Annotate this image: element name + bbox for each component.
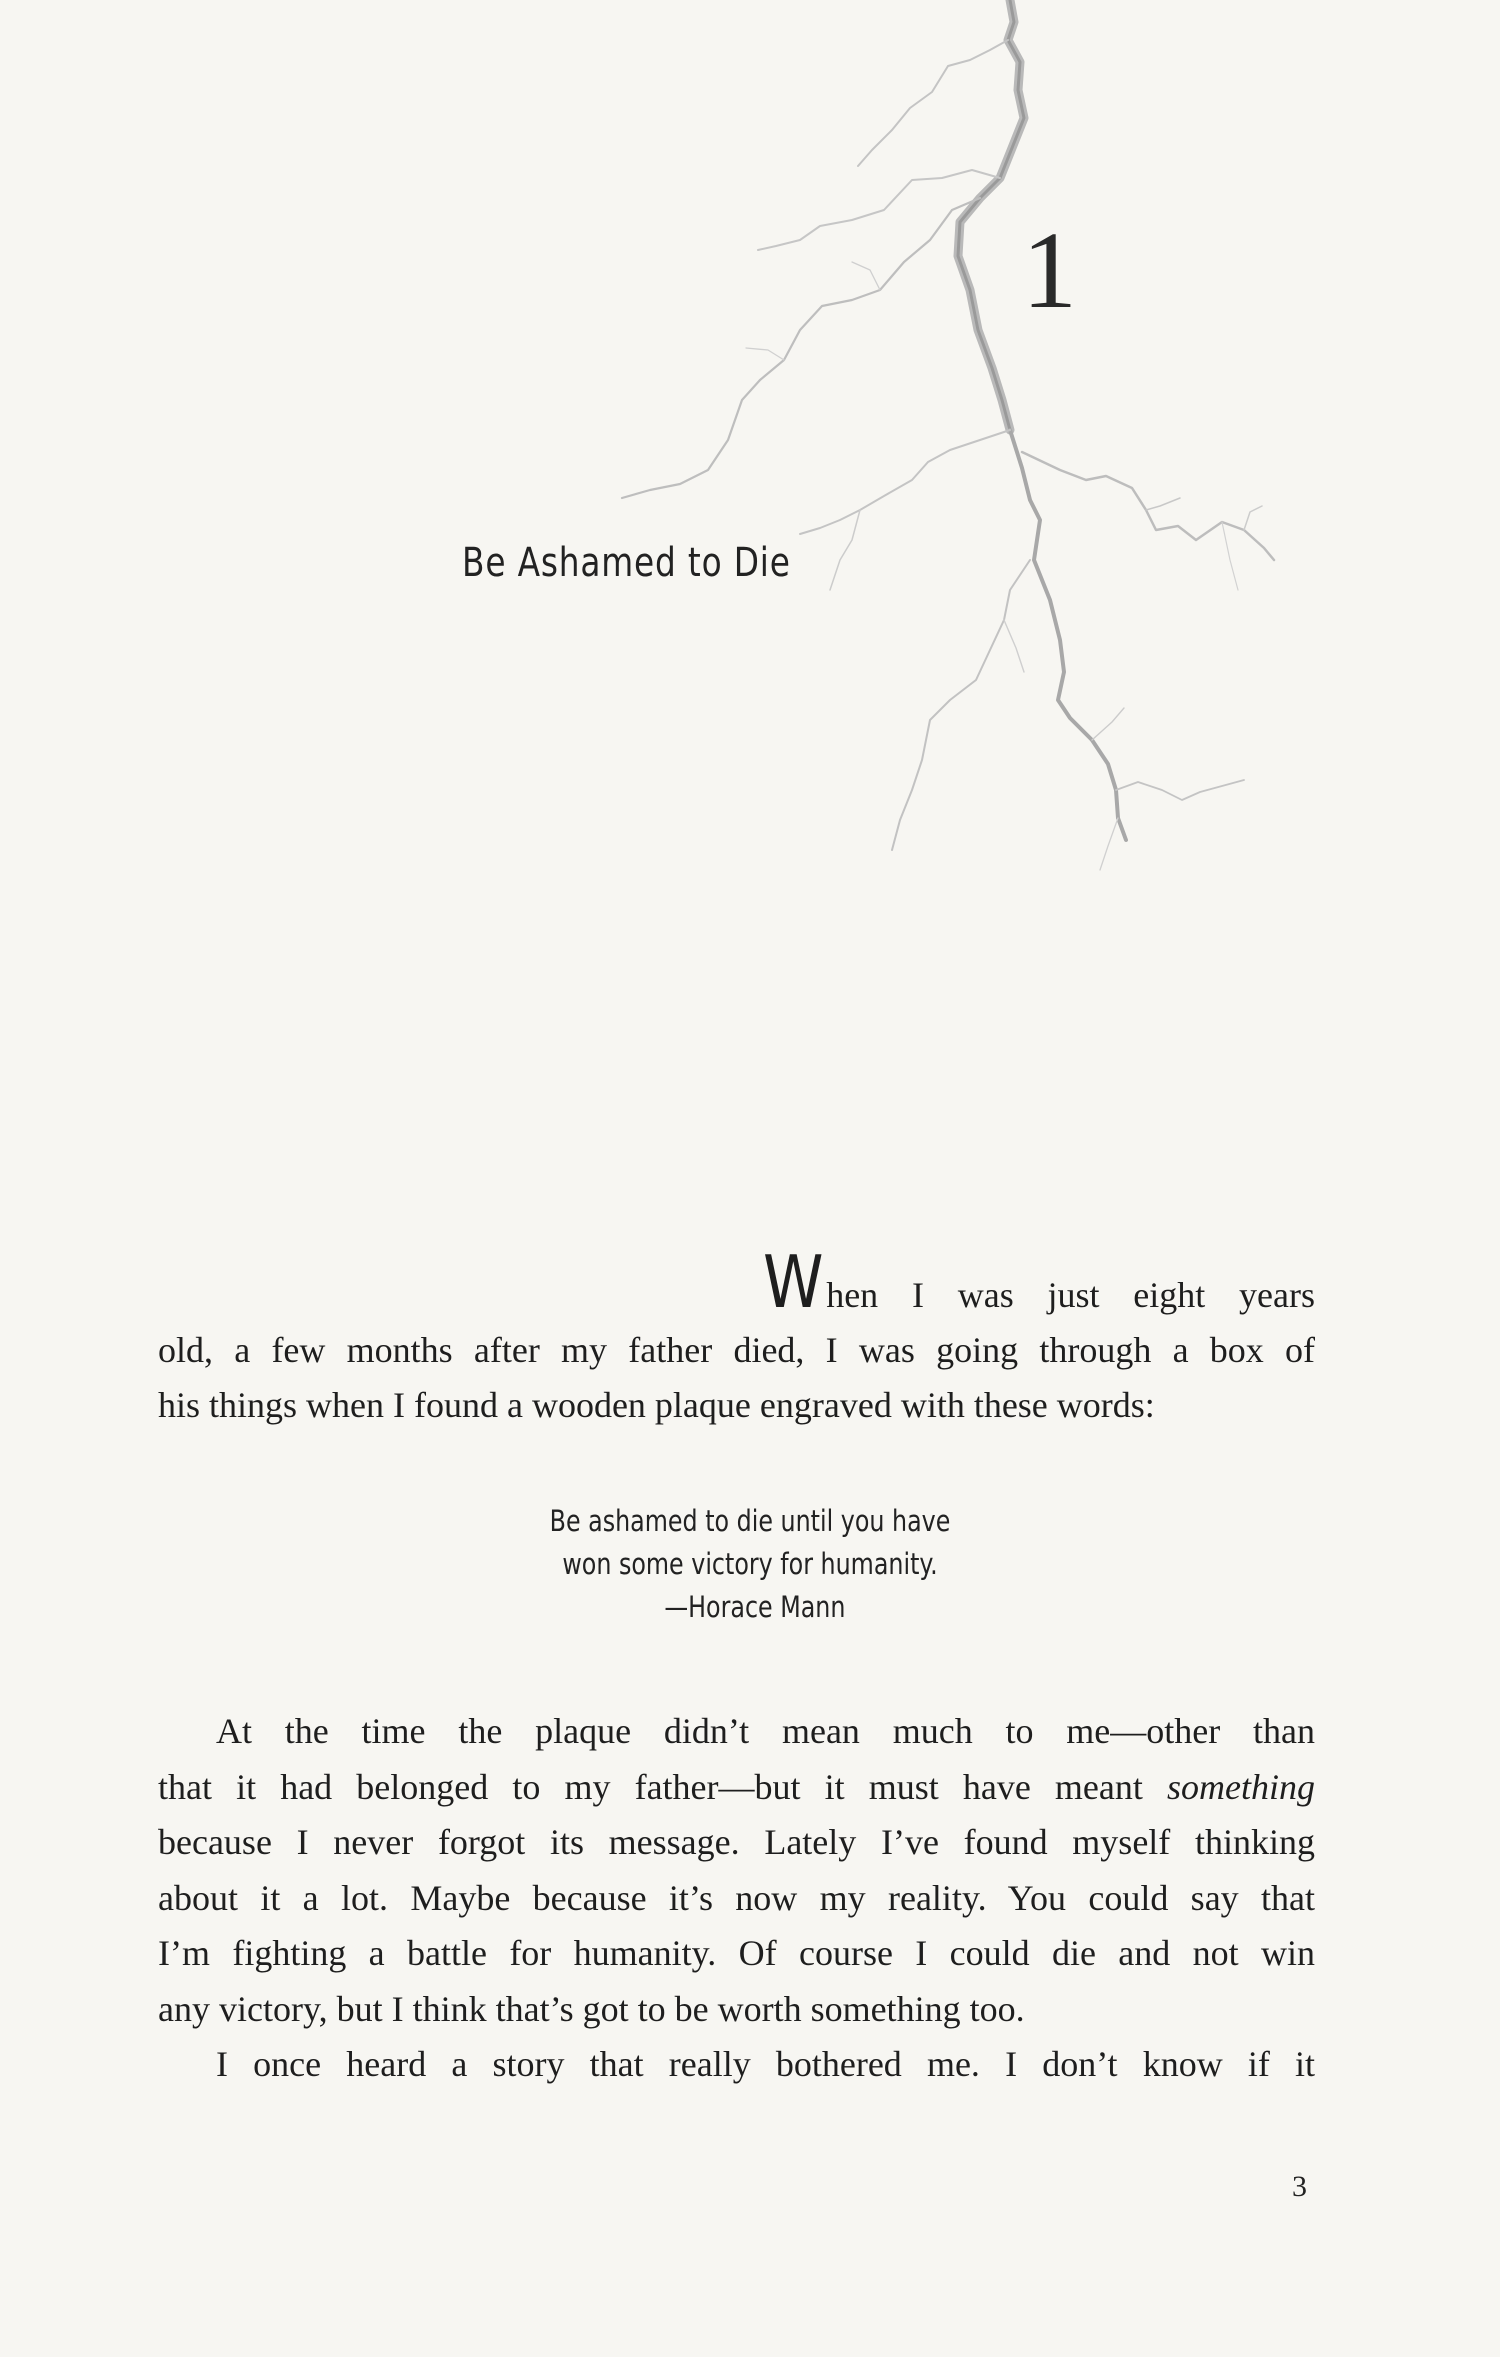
paragraph2-line-1: At the time the plaque didn’t mean much to me—other than bbox=[216, 1711, 1315, 1751]
opening-line-2: old, a few months after my father died, I was going through a box of bbox=[158, 1330, 1315, 1370]
paragraph2-line-4: about it a lot. Maybe because it’s now my reality. You could say that bbox=[158, 1877, 1315, 1918]
epigraph-attribution: —Horace Mann bbox=[664, 1590, 846, 1624]
paragraph2-line-2 bbox=[158, 1760, 1315, 1816]
chapter-title: Be Ashamed to Die bbox=[462, 540, 791, 586]
chapter-number: 1 bbox=[1022, 209, 1077, 331]
epigraph-line-2: won some victory for humanity. bbox=[562, 1547, 938, 1581]
paragraph3-line-1: I once heard a story that really bothered me. I don’t know if it bbox=[216, 2044, 1315, 2084]
emphasized-word: something bbox=[1167, 1766, 1315, 1807]
drop-cap: W bbox=[763, 1240, 824, 1324]
lightning-illustration bbox=[0, 0, 1500, 900]
opening-paragraph bbox=[158, 1240, 1315, 1433]
body-paragraphs bbox=[158, 1704, 1315, 2093]
epigraph bbox=[0, 1500, 1500, 1629]
opening-line-1: hen I was just eight years bbox=[826, 1275, 1315, 1315]
opening-first-line bbox=[158, 1240, 1315, 1324]
paragraph2-line-6: any victory, but I think that’s got to be worth something too. bbox=[158, 1988, 1025, 2029]
epigraph-line-1: Be ashamed to die until you have bbox=[549, 1504, 951, 1538]
paragraph2-line-3: because I never forgot its message. Lately I’ve found myself thinking bbox=[158, 1822, 1315, 1862]
paragraph2-line-5: I’m fighting a battle for humanity. Of course I could die and not win bbox=[158, 1933, 1315, 1973]
opening-line-3: his things when I found a wooden plaque engraved with these words: bbox=[158, 1385, 1155, 1425]
page-number: 3 bbox=[1292, 2170, 1307, 2203]
paragraph2-line-2-text: that it had belonged to my father—but it must have meant bbox=[158, 1766, 1167, 1807]
